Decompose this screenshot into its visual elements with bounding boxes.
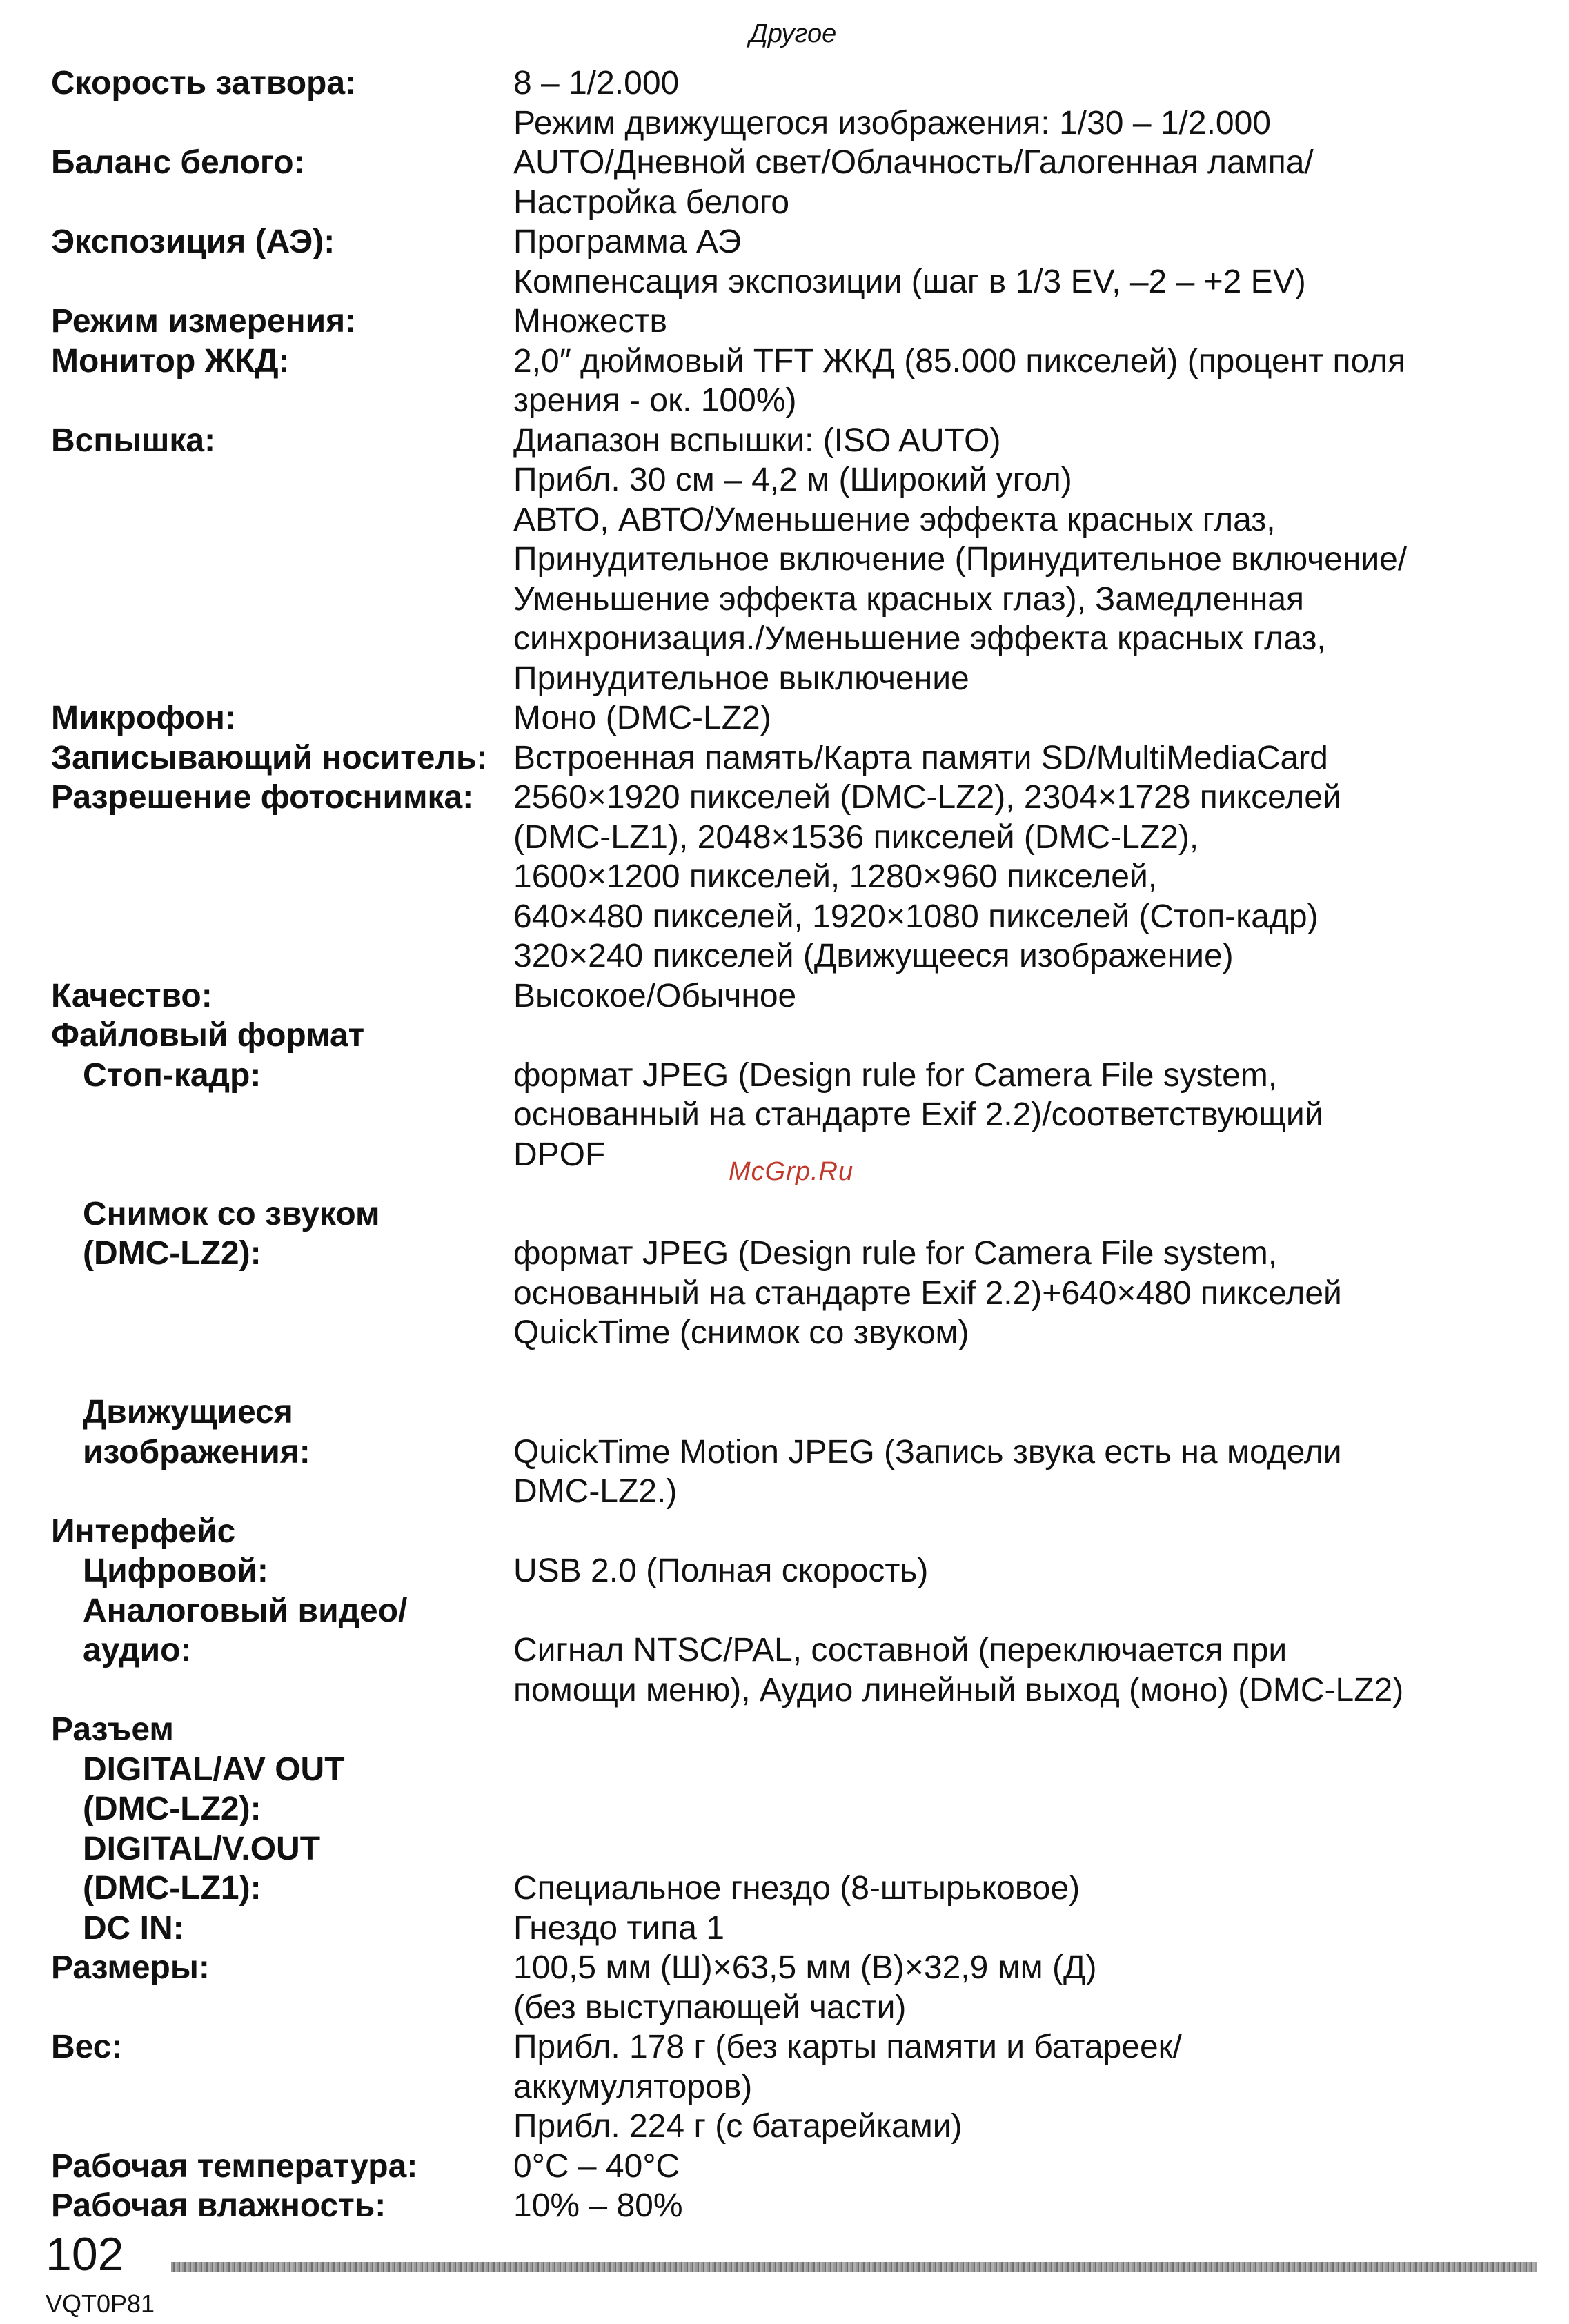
spec-row [51, 1750, 1528, 1909]
spec-label-line: (DMC-LZ2): [83, 1235, 262, 1272]
spec-value-line: AUTO/Дневной свет/Облачность/Галогенная лампа/ [513, 144, 1314, 181]
spec-value-line: DPOF [513, 1136, 606, 1173]
spec-label-line: Монитор ЖКД: [51, 342, 290, 380]
spec-label [51, 2027, 513, 2067]
spec-label [51, 1016, 513, 1056]
spec-label-line: DC IN: [83, 1909, 184, 1947]
spec-row [51, 2147, 1528, 2187]
spec-value-line: 10% – 80% [513, 2187, 683, 2225]
spec-value-line: Режим движущегося изображения: 1/30 – 1/2.000 [513, 104, 1271, 141]
spec-value [513, 1056, 1528, 1175]
spec-label [51, 2186, 513, 2226]
spec-label [51, 2147, 513, 2187]
section-title: Другое [749, 19, 837, 48]
spec-label-line: Цифровой: [83, 1553, 268, 1590]
spec-value-line: Прибл. 30 см – 4,2 м (Широкий угол) [513, 462, 1072, 498]
spec-label-line: DIGITAL/V.OUT [83, 1830, 321, 1867]
spec-label [51, 778, 513, 818]
spec-row [51, 1016, 1528, 1056]
spec-row [51, 421, 1528, 699]
spec-value [513, 976, 1528, 1016]
spec-value [513, 302, 1528, 342]
spec-label-line: Аналоговый видео/ [83, 1592, 408, 1629]
spec-label-line: Стоп-кадр: [83, 1056, 262, 1094]
spec-value-line: Диапазон вспышки: (ISO AUTO) [513, 422, 1001, 459]
spec-label [51, 698, 513, 738]
spec-label-line: изображения: [83, 1433, 310, 1470]
spec-label-line: Интерфейс [51, 1513, 236, 1550]
spec-label [51, 1392, 513, 1472]
spec-value-line: синхронизация./Уменьшение эффекта красных глаз, [513, 620, 1326, 657]
spec-label [51, 63, 513, 104]
spec-label-line: Экспозиция (АЭ): [51, 224, 335, 260]
spec-value-line: АВТО, АВТО/Уменьшение эффекта красных глаз, [513, 501, 1276, 538]
spec-label-line: Баланс белого: [51, 144, 305, 181]
spec-label [51, 1056, 513, 1096]
spec-value [513, 738, 1528, 778]
spec-row [51, 1512, 1528, 1552]
spec-row [51, 143, 1528, 222]
spec-value-line: Компенсация экспозиции (шаг в 1/3 EV, –2 – +2 EV) [513, 263, 1306, 300]
spec-value-line: помощи меню), Аудио линейный выход (моно) (DMC-LZ2) [513, 1671, 1404, 1708]
spec-value [513, 143, 1528, 222]
spec-label-line: Качество: [51, 977, 213, 1014]
spec-value-line: Моно (DMC-LZ2) [513, 700, 771, 736]
spec-value-line: зрения - ок. 100%) [513, 382, 797, 419]
spec-value-line: Специальное гнездо (8-штырьковое) [513, 1870, 1080, 1907]
spec-value [513, 2186, 1528, 2226]
spec-row [51, 698, 1528, 738]
footer-rule [171, 2262, 1537, 2272]
spec-value-line: Встроенная память/Карта памяти SD/MultiMediaCard [513, 739, 1328, 776]
spec-value-line: 1600×1200 пикселей, 1280×960 пикселей, [513, 858, 1158, 895]
spec-label-line: Разрешение фотоснимка: [51, 779, 474, 816]
spec-label [51, 1909, 513, 1949]
spec-row [51, 1909, 1528, 1949]
spec-value [513, 421, 1528, 699]
spec-value-line: 8 – 1/2.000 [513, 65, 680, 101]
spec-row [51, 1948, 1528, 2027]
spec-label-line: Рабочая влажность: [51, 2187, 386, 2225]
specifications-list [51, 63, 1528, 2226]
spec-label-line: Разъем [51, 1711, 174, 1749]
spec-value [513, 342, 1528, 421]
spec-label [51, 976, 513, 1016]
spec-row [51, 1710, 1528, 1750]
spec-row [51, 342, 1528, 421]
spec-label [51, 1710, 513, 1750]
spec-value-line: основанный на стандарте Exif 2.2)+640×480 пикселей [513, 1274, 1342, 1312]
spec-value-line: формат JPEG (Design rule for Camera File system, [513, 1056, 1278, 1094]
spec-value-line: Гнездо типа 1 [513, 1909, 724, 1947]
spec-label-line: (DMC-LZ2): [83, 1791, 262, 1828]
spec-label-line: Рабочая температура: [51, 2147, 418, 2185]
spec-value [513, 698, 1528, 738]
spec-value [513, 1194, 1528, 1353]
spec-value-line: аккумуляторов) [513, 2068, 753, 2105]
spec-value [513, 63, 1528, 143]
spec-label [51, 1551, 513, 1591]
spec-label [51, 421, 513, 461]
spec-row [51, 1591, 1528, 1711]
spec-label-line: (DMC-LZ1): [83, 1870, 262, 1907]
spec-value [513, 2147, 1528, 2187]
spec-value [513, 2027, 1528, 2147]
spec-value-line: USB 2.0 (Полная скорость) [513, 1553, 929, 1590]
spec-value [513, 1392, 1528, 1512]
spec-label [51, 1948, 513, 1988]
spec-value-line: Множеств [513, 303, 667, 339]
spec-value-line: основанный на стандарте Exif 2.2)/соответствующий [513, 1096, 1323, 1133]
spec-row [51, 1551, 1528, 1591]
spec-row [51, 302, 1528, 342]
spec-value-line: Настройка белого [513, 184, 790, 221]
spec-value [513, 1948, 1528, 2027]
spec-label [51, 1750, 513, 1909]
spec-row [51, 778, 1528, 976]
spec-value-line: QuickTime (снимок со звуком) [513, 1314, 969, 1352]
spec-value-line: 2,0″ дюймовый TFT ЖКД (85.000 пикселей) (процент поля [513, 342, 1406, 380]
spec-value [513, 1591, 1528, 1711]
spec-label-line: Скорость затвора: [51, 65, 357, 101]
spec-label [51, 143, 513, 183]
spec-value-line: Прибл. 224 г (с батарейками) [513, 2108, 963, 2145]
spec-value-line: 0°C – 40°C [513, 2147, 680, 2185]
spec-value-line: Высокое/Обычное [513, 977, 797, 1014]
spec-value-line: Уменьшение эффекта красных глаз), Замедленная [513, 580, 1305, 618]
spec-value [513, 1551, 1528, 1591]
spec-value [513, 1750, 1528, 1909]
spec-label [51, 302, 513, 342]
spec-row [51, 738, 1528, 778]
spec-value-line: QuickTime Motion JPEG (Запись звука есть на модели [513, 1433, 1342, 1470]
spec-value-line: (DMC-LZ1), 2048×1536 пикселей (DMC-LZ2), [513, 818, 1199, 856]
spec-row [51, 1392, 1528, 1512]
spec-label [51, 738, 513, 778]
spec-row [51, 976, 1528, 1016]
spec-label [51, 1194, 513, 1274]
spec-value [513, 1909, 1528, 1949]
spec-value-line: Прибл. 178 г (без карты памяти и батареек/ [513, 2029, 1182, 2066]
watermark: McGrp.Ru [729, 1157, 854, 1186]
document-code: VQT0P81 [46, 2289, 155, 2318]
spec-value-line: формат JPEG (Design rule for Camera File system, [513, 1235, 1278, 1272]
spec-label-line: Файловый формат [51, 1017, 365, 1054]
spec-value [513, 222, 1528, 302]
spec-value-line: Сигнал NTSC/PAL, составной (переключается при [513, 1632, 1287, 1669]
spec-label-line: Размеры: [51, 1949, 210, 1987]
spec-value-line: 320×240 пикселей (Движущееся изображение) [513, 938, 1234, 974]
spec-value-line: DMC-LZ2.) [513, 1473, 678, 1510]
spec-value-line: 100,5 мм (Ш)×63,5 мм (В)×32,9 мм (Д) [513, 1949, 1097, 1987]
spec-label [51, 1512, 513, 1552]
spec-label-line: Микрофон: [51, 700, 236, 736]
spec-label-line: Режим измерения: [51, 303, 357, 339]
spec-value-line: Принудительное включение (Принудительное включение/ [513, 541, 1408, 578]
spec-label-line: DIGITAL/AV OUT [83, 1751, 345, 1788]
spec-row [51, 63, 1528, 143]
spec-value [513, 778, 1528, 976]
spec-value-line: 640×480 пикселей, 1920×1080 пикселей (Стоп-кадр) [513, 898, 1319, 935]
spec-label-line: аудио: [83, 1632, 192, 1669]
spec-label-line: Вспышка: [51, 422, 216, 459]
spec-value-line: Принудительное выключение [513, 660, 969, 697]
spec-label-line: Записывающий носитель: [51, 739, 488, 776]
spec-label [51, 222, 513, 262]
spec-label [51, 342, 513, 382]
spec-row [51, 1194, 1528, 1353]
spec-row [51, 2027, 1528, 2147]
spec-row [51, 2186, 1528, 2226]
spec-label-line: Движущиеся [83, 1394, 293, 1431]
spec-label [51, 1591, 513, 1671]
spec-label-line: Вес: [51, 2029, 123, 2066]
spec-value-line: 2560×1920 пикселей (DMC-LZ2), 2304×1728 пикселей [513, 779, 1341, 816]
spec-row [51, 222, 1528, 302]
spec-value-line: Программа АЭ [513, 224, 742, 260]
page-number: 102 [46, 2228, 124, 2281]
spec-label-line: Снимок со звуком [83, 1195, 380, 1232]
spec-value-line: (без выступающей части) [513, 1989, 907, 2026]
